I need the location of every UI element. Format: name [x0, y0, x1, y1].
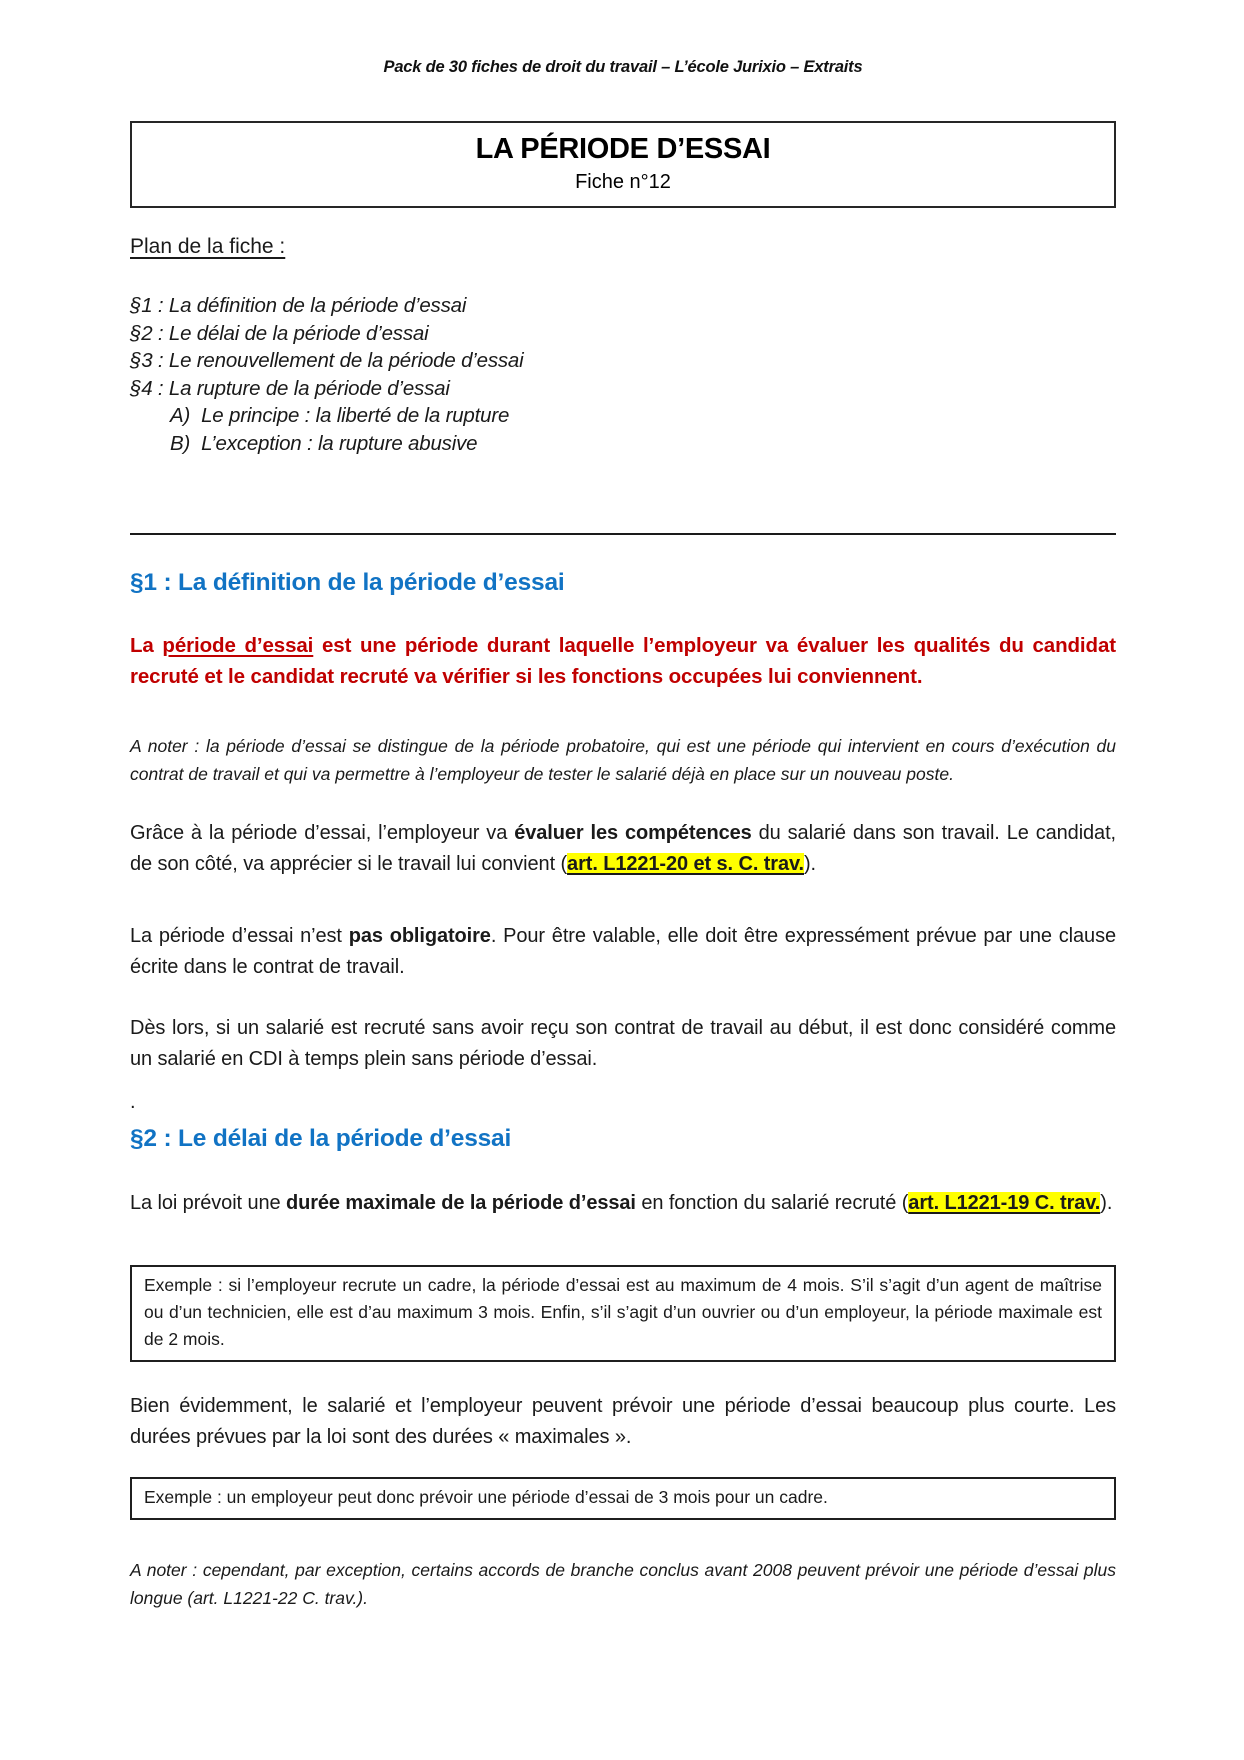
plan-subitem-a: A) Le principe : la liberté de la rupture [170, 404, 510, 427]
section1-paragraph-1: Grâce à la période d’essai, l’employeur va évaluer les compétences du salarié dans son travail. Le candidat, de son côté, va apprécier si le travail lui convient (art. L1221-20 et s. C. trav.). [130, 822, 1116, 875]
plan-item-3: §3 : Le renouvellement de la période d’essai [130, 349, 524, 372]
plan-subitem-b: B) L’exception : la rupture abusive [170, 431, 478, 455]
document-header-tagline: Pack de 30 fiches de droit du travail – L’école Jurixio – Extraits [383, 58, 863, 76]
section1-paragraph-2: La période d’essai n’est pas obligatoire. Pour être valable, elle doit être expressément prévue par une clause écrite dans le contrat de travail. [130, 925, 1116, 978]
plan-heading: Plan de la fiche : [130, 235, 286, 258]
document-subtitle: Fiche n°12 [575, 171, 671, 193]
section1-note-paragraph: A noter : la période d’essai se distingue de la période probatoire, qui est une période qui intervient en cours d’exécution du contrat de travail et qui va permettre à l’employeur de tester le salarié déjà en place sur un nouveau poste. [130, 736, 1116, 784]
example-box-2: Exemple : un employeur peut donc prévoir une période d’essai de 3 mois pour un cadre. [130, 1477, 1116, 1520]
section1-paragraph-3: Dès lors, si un salarié est recruté sans avoir reçu son contrat de travail au début, il est donc considéré comme un salarié en CDI à temps plein sans période d’essai. [130, 1017, 1116, 1070]
plan-item-1: §1 : La définition de la période d’essai [130, 294, 467, 317]
document-title: LA PÉRIODE D’ESSAI [475, 133, 771, 165]
example-box-1: Exemple : si l’employeur recrute un cadre, la période d’essai est au maximum de 4 mois. S’il s’agit d’un agent de maîtrise ou d’un technicien, elle est d’au maximum 3 mois. Enfin, s’il s’agit d’un ouvrier ou d’un employeur, la période maximale est de 2 mois. [130, 1265, 1116, 1362]
title-box [130, 121, 1116, 208]
section1-heading: §1 : La définition de la période d’essai [130, 569, 565, 596]
plan-item-4: §4 : La rupture de la période d’essai [130, 376, 450, 400]
plan-list [130, 292, 1116, 457]
section2-note-paragraph: A noter : cependant, par exception, certains accords de branche conclus avant 2008 peuvent prévoir une période d’essai plus longue (art. L1221-22 C. trav.). [130, 1560, 1116, 1608]
section-divider [130, 533, 1116, 535]
section2-heading: §2 : Le délai de la période d’essai [130, 1125, 512, 1152]
stray-period: . [130, 1091, 136, 1113]
section1-intro-paragraph: La période d’essai est une période durant laquelle l’employeur va évaluer les qualités du candidat recruté et le candidat recruté va vérifier si les fonctions occupées lui conviennent. [130, 634, 1116, 688]
plan-item-2: §2 : Le délai de la période d’essai [130, 321, 429, 345]
section2-paragraph-1: La loi prévoit une durée maximale de la période d’essai en fonction du salarié recruté (art. L1221-19 C. trav.). [130, 1192, 1113, 1214]
section2-paragraph-2: Bien évidemment, le salarié et l’employeur peuvent prévoir une période d’essai beaucoup plus courte. Les durées prévues par la loi sont des durées « maximales ». [130, 1395, 1116, 1448]
